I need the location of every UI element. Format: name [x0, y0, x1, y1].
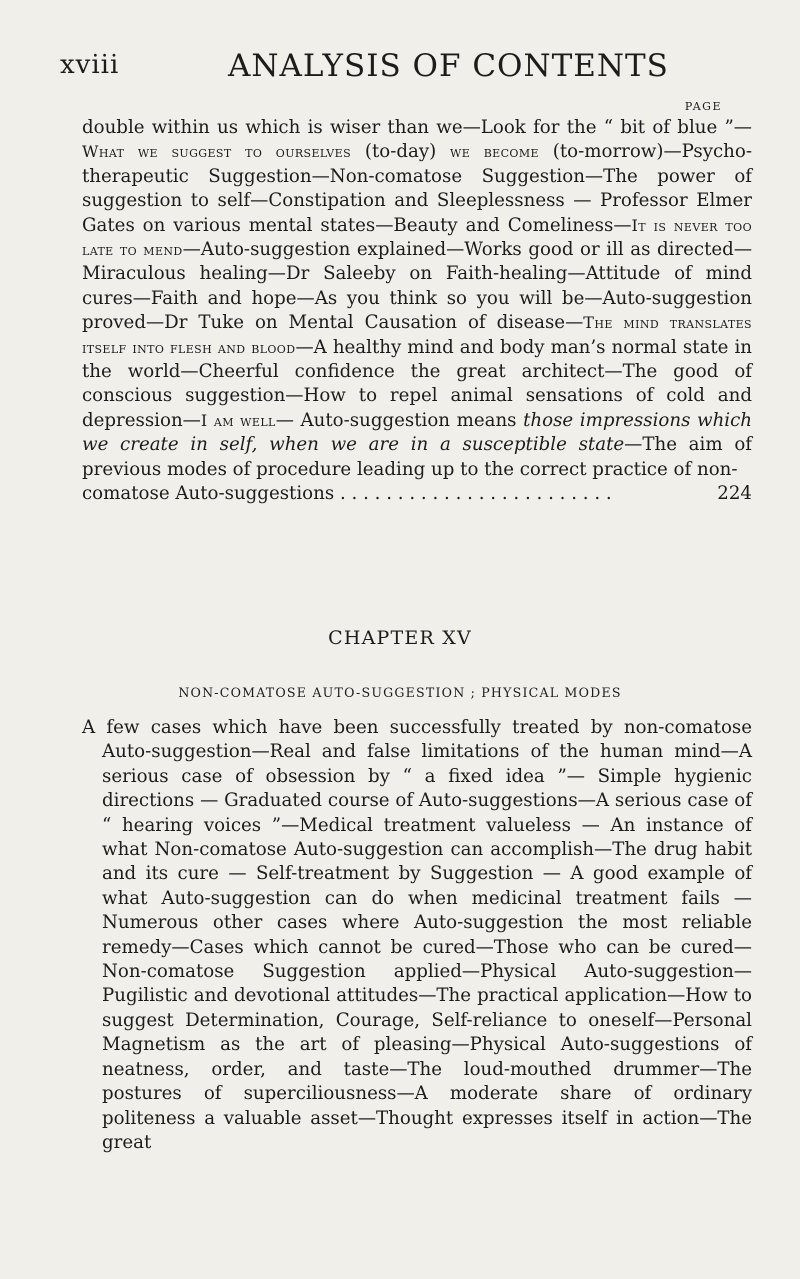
text-run: (to-day) — [351, 141, 451, 163]
small-caps-phrase: we become — [450, 142, 539, 162]
contents-entry-chapter-15 — [82, 716, 752, 1155]
text-run: —The aim of previous modes of procedure leading up to the correct practice of non- — [82, 434, 752, 480]
page-column-label: PAGE — [684, 100, 722, 113]
small-caps-phrase: I am well — [200, 410, 276, 430]
chapter-subtitle: NON-COMATOSE AUTO-SUGGESTION ; PHYSICAL MODES — [178, 685, 622, 700]
final-line-text: comatose Auto-suggestions — [82, 483, 335, 505]
page-number: xviii — [60, 50, 120, 80]
text-run: —Auto-suggestion explained—Works good or ill as directed—Miraculous healing—Dr Saleeby on Faith-healing—Attitude of mind cures—Faith and hope—As you think so you will be—Auto-suggestion proved—Dr Tuke on Mental Causation of disease— — [82, 239, 753, 334]
italic-phrase: those impressions which we create in self, when we are in a susceptible state — [82, 409, 753, 456]
chapter-15-summary: A few cases which have been successfully treated by non-comatose Auto-suggestion—Real and false limitations of the human mind—A serious case of obsession by “ a fixed idea ”— Simple hygienic directions — Graduated course of Auto-suggestions—A serious case of “ hearing voices ”—Medical treatment valueless — An instance of what Non-comatose Auto-suggestion can accomplish—The drug habit and its cure — Self-treatment by Suggestion — A good example of what Auto-suggestion can do when medicinal treatment fails —Numerous other cases where Auto-suggestion the most reliable remedy—Cases which cannot be cured—Those who can be cured—Non-comatose Suggestion applied—Physical Auto-suggestion—Pugilistic and devotional attitudes—The practical application—How to suggest Determination, Courage, Self-reliance to oneself—Personal Magnetism as the art of pleasing—Physical Auto-suggestions of neatness, order, and taste—The loud-mouthed drummer—The postures of superciliousness—A moderate share of ordinary politeness a valuable asset—Thought expresses itself in action—The great — [82, 717, 752, 1153]
leader-line: comatose Auto-suggestions . . . . . . . . . . . . . . . . . . . . . . . . — [82, 483, 612, 505]
running-title: ANALYSIS OF CONTENTS — [228, 48, 669, 84]
chapter-heading: CHAPTER XV — [328, 627, 472, 649]
text-run: — Auto-suggestion means — [275, 409, 524, 431]
small-caps-phrase: What we suggest to ourselves — [82, 142, 352, 162]
small-caps-phrase: It is never too late to mend — [82, 215, 752, 260]
text-run: double within us which is wiser than we—Look for the “ bit of blue ”— — [82, 117, 752, 138]
text-run: —A healthy mind and body man’s normal state in the world—Cheerful confidence the great architect—The good of conscious suggestion—How to repel animal sensations of cold and depression— — [82, 336, 752, 431]
small-caps-phrase: The mind translates itself into flesh and blood — [82, 313, 752, 357]
chapter-14-final-line — [82, 482, 752, 506]
page-header — [60, 42, 722, 82]
page-reference: 224 — [717, 483, 752, 505]
chapter-14-summary — [82, 116, 752, 482]
text-run: (to-morrow)—Psycho-therapeutic Suggestion—Non-comatose Suggestion—The power of suggestion to self—Constipation and Sleeplessness — Professor Elmer Gates on various mental states—Beauty and Comeliness— — [82, 141, 752, 236]
contents-entry-chapter-14 — [82, 116, 752, 507]
